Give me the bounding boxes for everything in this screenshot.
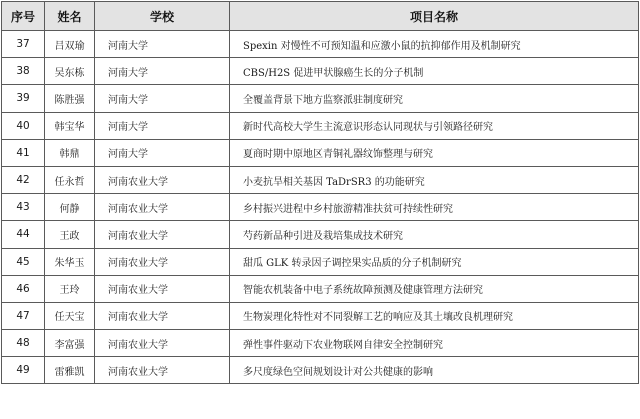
row-school: 河南农业大学 — [95, 221, 230, 248]
table-row — [2, 58, 639, 85]
table-row — [2, 139, 639, 166]
row-name: 任天宝 — [45, 302, 95, 329]
row-project: 小麦抗旱相关基因 TaDrSR3 的功能研究 — [230, 166, 639, 193]
row-school: 河南农业大学 — [95, 166, 230, 193]
table-row — [2, 31, 639, 58]
row-project: 甜瓜 GLK 转录因子调控果实品质的分子机制研究 — [230, 248, 639, 275]
row-num: 37 — [2, 31, 45, 58]
row-project: 弹性事件驱动下农业物联网自律安全控制研究 — [230, 330, 639, 357]
row-school: 河南农业大学 — [95, 357, 230, 384]
table-header-row — [2, 2, 639, 31]
row-project: 生物炭理化特性对不同裂解工艺的响应及其土壤改良机理研究 — [230, 302, 639, 329]
row-school: 河南农业大学 — [95, 330, 230, 357]
row-num: 46 — [2, 275, 45, 302]
row-school: 河南大学 — [95, 85, 230, 112]
table-row — [2, 357, 639, 384]
row-name: 吴东栋 — [45, 58, 95, 85]
table-row — [2, 85, 639, 112]
row-school: 河南大学 — [95, 139, 230, 166]
row-name: 王玲 — [45, 275, 95, 302]
header-name: 姓名 — [45, 2, 95, 31]
table-row — [2, 166, 639, 193]
row-num: 44 — [2, 221, 45, 248]
row-project: CBS/H2S 促进甲状腺癌生长的分子机制 — [230, 58, 639, 85]
table-row — [2, 330, 639, 357]
header-school: 学校 — [95, 2, 230, 31]
row-school: 河南农业大学 — [95, 194, 230, 221]
table-row — [2, 248, 639, 275]
row-name: 朱华玉 — [45, 248, 95, 275]
table-row — [2, 194, 639, 221]
row-project: Spexin 对慢性不可预知温和应激小鼠的抗抑郁作用及机制研究 — [230, 31, 639, 58]
row-name: 雷雅凯 — [45, 357, 95, 384]
table-row — [2, 221, 639, 248]
row-project: 新时代高校大学生主流意识形态认同现状与引领路径研究 — [230, 112, 639, 139]
row-project: 全覆盖背景下地方监察派驻制度研究 — [230, 85, 639, 112]
project-table — [1, 1, 639, 384]
row-num: 39 — [2, 85, 45, 112]
row-project: 夏商时期中原地区青铜礼器纹饰整理与研究 — [230, 139, 639, 166]
row-name: 任永哲 — [45, 166, 95, 193]
row-name: 吕双瑜 — [45, 31, 95, 58]
row-name: 王政 — [45, 221, 95, 248]
row-project: 智能农机装备中电子系统故障预测及健康管理方法研究 — [230, 275, 639, 302]
table-row — [2, 275, 639, 302]
row-num: 43 — [2, 194, 45, 221]
row-num: 45 — [2, 248, 45, 275]
table-row — [2, 302, 639, 329]
row-name: 李富强 — [45, 330, 95, 357]
row-project: 多尺度绿色空间规划设计对公共健康的影响 — [230, 357, 639, 384]
row-school: 河南农业大学 — [95, 302, 230, 329]
header-project: 项目名称 — [230, 2, 639, 31]
row-num: 38 — [2, 58, 45, 85]
row-name: 陈胜强 — [45, 85, 95, 112]
row-name: 韩宝华 — [45, 112, 95, 139]
table-row — [2, 112, 639, 139]
row-name: 韩鼎 — [45, 139, 95, 166]
row-num: 48 — [2, 330, 45, 357]
row-project: 芍药新品种引进及栽培集成技术研究 — [230, 221, 639, 248]
row-school: 河南农业大学 — [95, 248, 230, 275]
row-num: 42 — [2, 166, 45, 193]
header-num: 序号 — [2, 2, 45, 31]
row-name: 何静 — [45, 194, 95, 221]
row-num: 49 — [2, 357, 45, 384]
row-num: 40 — [2, 112, 45, 139]
row-school: 河南大学 — [95, 31, 230, 58]
row-num: 41 — [2, 139, 45, 166]
row-school: 河南大学 — [95, 58, 230, 85]
row-num: 47 — [2, 302, 45, 329]
row-school: 河南大学 — [95, 112, 230, 139]
row-school: 河南农业大学 — [95, 275, 230, 302]
row-project: 乡村振兴进程中乡村旅游精准扶贫可持续性研究 — [230, 194, 639, 221]
